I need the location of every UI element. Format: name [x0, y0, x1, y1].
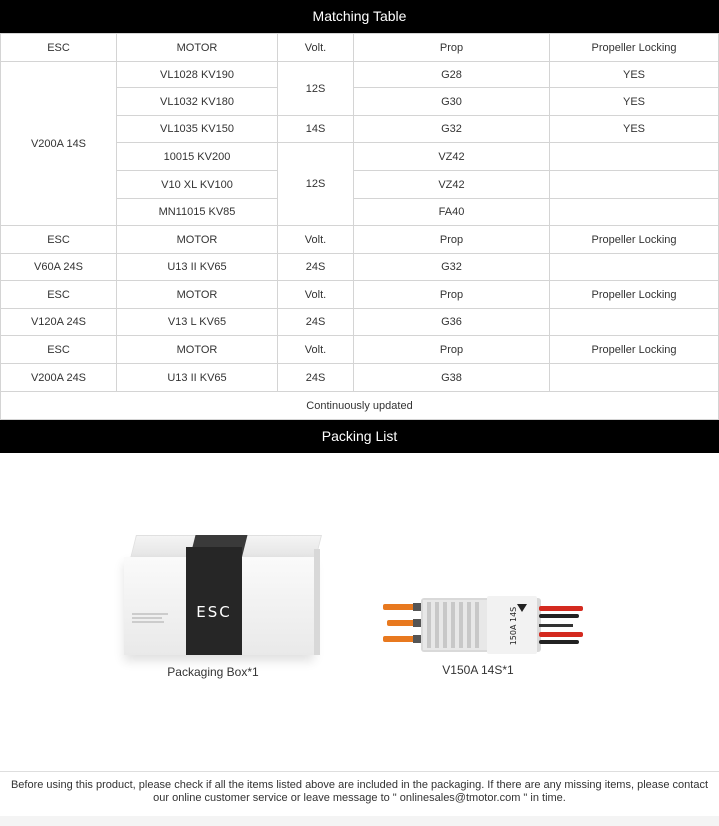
locking-cell: [550, 309, 719, 336]
header-motor: MOTOR: [117, 336, 278, 364]
volt-cell: 14S: [278, 116, 354, 143]
packaging-box-caption: Packaging Box*1: [167, 665, 259, 679]
motor-cell: VL1028 KV190: [117, 62, 278, 88]
esc-packaging-box-image: [124, 535, 318, 663]
table-header-row: [1, 336, 719, 364]
header-esc: ESC: [1, 336, 117, 364]
locking-cell: YES: [550, 88, 719, 116]
table-header-row: [1, 226, 719, 254]
esc-caption: V150A 14S*1: [442, 663, 514, 677]
prop-cell: G30: [354, 88, 550, 116]
volt-cell: 24S: [278, 254, 354, 281]
table-row: [1, 254, 719, 281]
matching-table: [0, 33, 719, 420]
header-motor: MOTOR: [117, 281, 278, 309]
header-prop: Prop: [354, 336, 550, 364]
prop-cell: FA40: [354, 199, 550, 226]
header-volt: Volt.: [278, 336, 354, 364]
volt-cell: 24S: [278, 309, 354, 336]
svg-text:150A 14S: 150A 14S: [509, 606, 518, 646]
esc-cell: V200A 14S: [1, 62, 117, 226]
volt-cell: 12S: [278, 62, 354, 116]
locking-cell: YES: [550, 116, 719, 143]
volt-cell: 24S: [278, 364, 354, 392]
volt-cell: 12S: [278, 143, 354, 226]
locking-cell: [550, 254, 719, 281]
header-prop: Prop: [354, 34, 550, 62]
locking-cell: [550, 199, 719, 226]
motor-cell: V13 L KV65: [117, 309, 278, 336]
note-text: Before using this product, please check if all the items listed above are included in the packaging. If there are any missing items, please contact our online customer service or leave message to " onlinesales@tmotor.com " in time.: [10, 779, 709, 804]
bottom-bar: [0, 816, 719, 826]
header-propeller-locking: Propeller Locking: [550, 34, 719, 62]
locking-cell: [550, 143, 719, 171]
matching-table-header: [0, 0, 719, 33]
esc-cell: V200A 24S: [1, 364, 117, 392]
header-esc: ESC: [1, 281, 117, 309]
packing-list-header: [0, 420, 719, 453]
header-volt: Volt.: [278, 34, 354, 62]
locking-cell: [550, 364, 719, 392]
header-esc: ESC: [1, 34, 117, 62]
header-volt: Volt.: [278, 226, 354, 254]
prop-cell: VZ42: [354, 143, 550, 171]
locking-cell: YES: [550, 62, 719, 88]
motor-cell: U13 II KV65: [117, 254, 278, 281]
header-propeller-locking: Propeller Locking: [550, 226, 719, 254]
header-prop: Prop: [354, 281, 550, 309]
prop-cell: VZ42: [354, 171, 550, 199]
header-propeller-locking: Propeller Locking: [550, 281, 719, 309]
header-volt: Volt.: [278, 281, 354, 309]
prop-cell: G36: [354, 309, 550, 336]
header-esc: ESC: [1, 226, 117, 254]
esc-controller-image: [383, 594, 583, 656]
table-row: [1, 309, 719, 336]
prop-cell: G32: [354, 254, 550, 281]
table-footer-row: [1, 392, 719, 420]
header-motor: MOTOR: [117, 34, 278, 62]
prop-cell: G32: [354, 116, 550, 143]
esc-cell: V60A 24S: [1, 254, 117, 281]
locking-cell: [550, 171, 719, 199]
table-row: [1, 62, 719, 88]
prop-cell: G28: [354, 62, 550, 88]
table-row: [1, 364, 719, 392]
motor-cell: VL1035 KV150: [117, 116, 278, 143]
motor-cell: MN11015 KV85: [117, 199, 278, 226]
matching-table-title: Matching Table: [312, 8, 407, 24]
packing-list-title: Packing List: [321, 428, 398, 444]
prop-cell: G38: [354, 364, 550, 392]
motor-cell: VL1032 KV180: [117, 88, 278, 116]
box-esc-text: ESC: [196, 603, 232, 621]
motor-cell: U13 II KV65: [117, 364, 278, 392]
table-header-row: [1, 34, 719, 62]
header-propeller-locking: Propeller Locking: [550, 336, 719, 364]
header-prop: Prop: [354, 226, 550, 254]
motor-cell: 10015 KV200: [117, 143, 278, 171]
motor-cell: V10 XL KV100: [117, 171, 278, 199]
esc-cell: V120A 24S: [1, 309, 117, 336]
table-header-row: [1, 281, 719, 309]
header-motor: MOTOR: [117, 226, 278, 254]
continuously-updated-note: Continuously updated: [1, 392, 719, 420]
